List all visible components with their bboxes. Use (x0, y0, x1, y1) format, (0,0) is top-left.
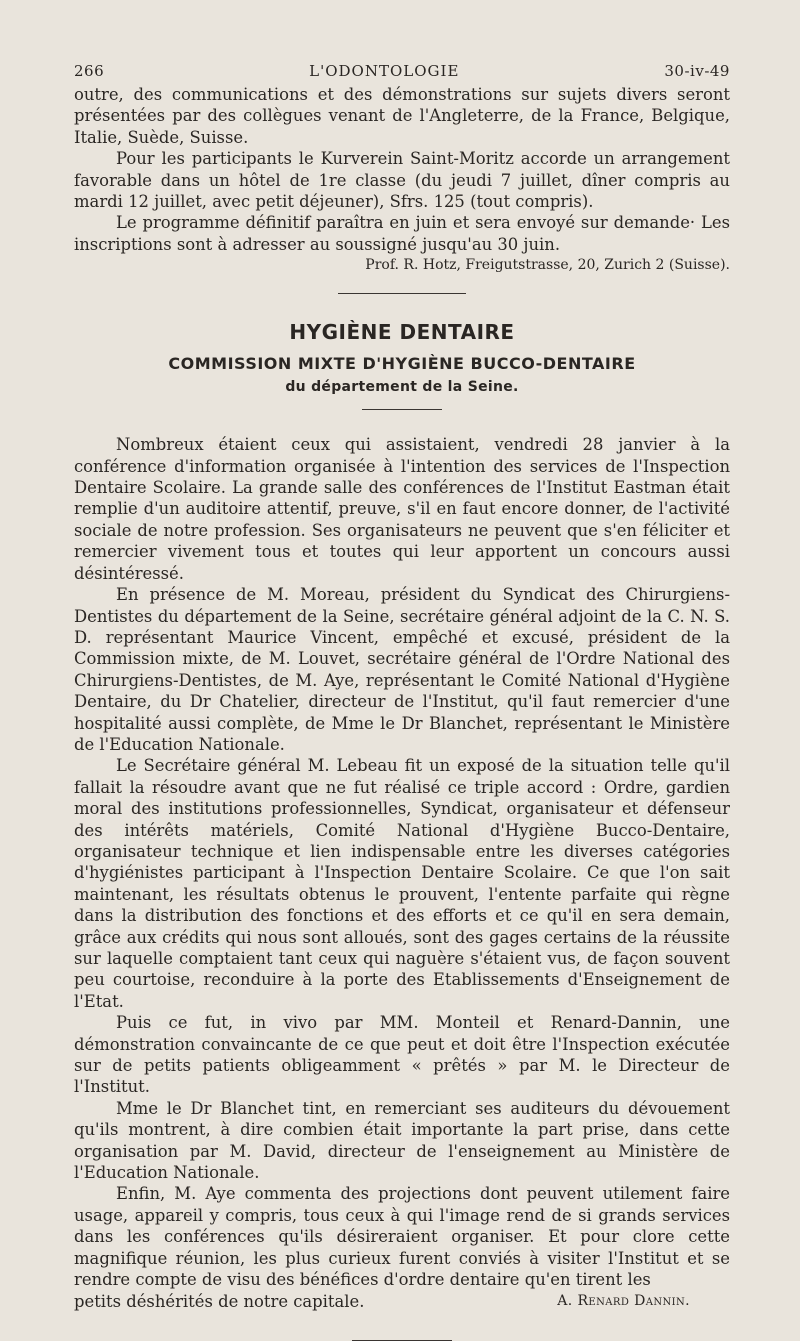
section-divider (338, 293, 466, 294)
section-subtitle: COMMISSION MIXTE D'HYGIÈNE BUCCO-DENTAIRE (168, 354, 636, 374)
article-author: A. Renard Dannin. (557, 1292, 690, 1309)
section-department: du département de la Seine. (285, 379, 519, 396)
body-paragraph-4: Puis ce fut, in vivo par MM. Monteil et Renard-Dannin, une démonstration convaincante de ce que peut et doit être l'Inspection exécutée sur de petits patients obligeamment « prêtés » par M. le Directeur de l'Institut. (74, 1013, 730, 1097)
intro-signature: Prof. R. Hotz, Freigutstrasse, 20, Zurich 2 (Suisse). (365, 257, 730, 274)
page-number: 266 (74, 62, 105, 80)
section-title: HYGIÈNE DENTAIRE (289, 320, 515, 345)
body-paragraph-5: Mme le Dr Blanchet tint, en remerciant ses auditeurs du dévouement qu'ils montrent, à dire combien était importante la part prise, dans cette organisation par M. David, directeur de l'enseignement au Ministère de l'Education Nationale. (74, 1098, 730, 1183)
running-header (74, 62, 730, 80)
intro-paragraph-3: Le programme définitif paraîtra en juin et sera envoyé sur demande· Les inscriptions sont à adresser au soussigné jusqu'au 30 juin. (74, 213, 730, 254)
body-paragraph-1: Nombreux étaient ceux qui assistaient, vendredi 28 janvier à la conférence d'information organisée à l'intention des services de l'Inspection Dentaire Scolaire. La grande salle des conférences de l'Institut Eastman était remplie d'un auditoire attentif, preuve, s'il en faut encore donner, de l'activité sociale de notre profession. Ses organisateurs ne peuvent que s'en féliciter et remercier vivement tous et toutes qui leur apportent un concours aussi désintéressé. (74, 435, 730, 583)
issue-date: 30-iv-49 (664, 62, 730, 80)
document-page (74, 62, 730, 1341)
closing-line (74, 1291, 730, 1312)
body-paragraph-2: En présence de M. Moreau, président du Syndicat des Chirurgiens-Dentistes du département de la Seine, secrétaire général adjoint de la C. N. S. D. représentant Maurice Vincent, empêché et excusé, président de la Commission mixte, de M. Louvet, secrétaire général de l'Ordre National des Chirurgiens-Dentistes, de M. Aye, représentant le Comité National d'Hygiène Dentaire, du Dr Chatelier, directeur de l'Institut, qu'il faut remercier d'une hospitalité aussi complète, de Mme le Dr Blanchet, représentant le Ministère de l'Education Nationale. (74, 585, 730, 754)
intro-paragraph-2: Pour les participants le Kurverein Saint-Moritz accorde un arrangement favorable dans un hôtel de 1re classe (du jeudi 7 juillet, dîner compris au mardi 12 juillet, avec petit déjeuner), Sfrs. 125 (tout compris). (74, 149, 730, 212)
closing-text: petits déshérités de notre capitale. (74, 1291, 365, 1311)
journal-title: L'ODONTOLOGIE (309, 62, 460, 80)
intro-paragraph-1: outre, des communications et des démonstrations sur sujets divers seront présentées par des collègues venant de l'Angleterre, de la France, Belgique, Italie, Suède, Suisse. (74, 85, 730, 147)
body-paragraph-6: Enfin, M. Aye commenta des projections dont peuvent utilement faire usage, appareil y compris, tous ceux à qui l'image rend de si grands services dans les conférences qu'ils désireraient organiser. Et pour clore cette magnifique réunion, les plus curieux furent conviés à visiter l'Institut et se rendre compte de visu des bénéfices d'ordre dentaire qu'en tirent les (74, 1184, 730, 1290)
subtitle-divider (362, 409, 442, 410)
body-paragraph-3: Le Secrétaire général M. Lebeau fit un exposé de la situation telle qu'il fallait la résoudre avant que ne fut réalisé ce triple accord : Ordre, gardien moral des institutions professionnelles, Syndicat, organisateur et défenseur des intérêts matériels, Comité National d'Hygiène Bucco-Dentaire, organisateur technique et lien indispensable entre les diverses catégories d'hygiénistes participant à l'Inspection Dentaire Scolaire. Ce que l'on sait maintenant, les résultats obtenus le prouvent, l'entente parfaite qui règne dans la distribution des fonctions et des efforts et ce qu'il en sera demain, grâce aux crédits qui nous sont alloués, sont des gages certains de la réussite sur laquelle comptaient tant ceux qui naguère s'étaient vus, de façon souvent peu courtoise, reconduire à la porte des Etablissements d'Enseignement de l'Etat. (74, 756, 730, 1011)
